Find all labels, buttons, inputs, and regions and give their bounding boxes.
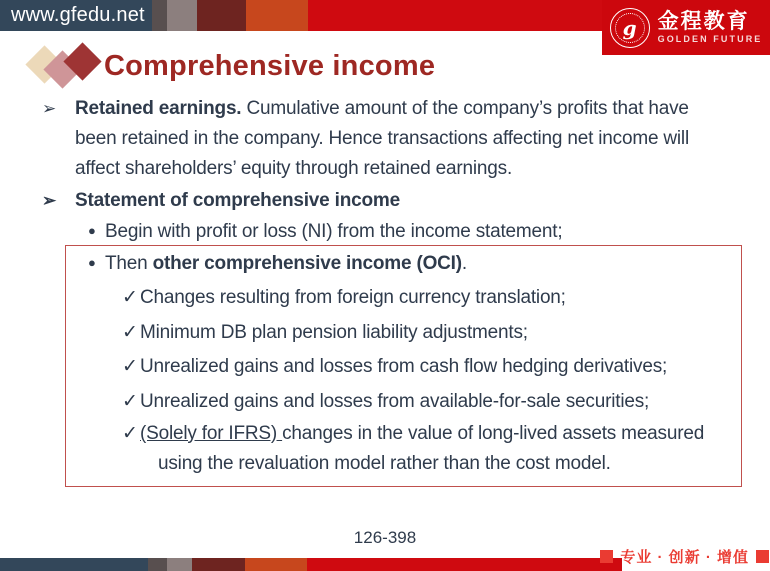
arrow-bullet-icon: ➢	[42, 99, 57, 118]
statement-heading: Statement of comprehensive income	[75, 190, 400, 211]
logo-seal-icon	[610, 8, 650, 48]
oci-item-afs-securities	[122, 387, 649, 417]
bottombar-segment-maroon	[192, 558, 245, 571]
slogan-square-icon	[756, 550, 769, 563]
bottombar-segment-navy	[0, 558, 148, 571]
bullet-retained-earnings	[42, 94, 692, 184]
page-number: 126-398	[353, 528, 417, 547]
bottombar-segment-orange	[245, 558, 307, 571]
then-text: Then	[105, 253, 153, 274]
dot-bullet-icon: ●	[88, 223, 96, 238]
oci-item-pension-liability	[122, 318, 528, 348]
retained-earnings-text: Cumulative amount of the company’s profits that have been retained in the company. Hence transactions affecting net income will affect shareholders’ equity through retained earnings.	[75, 98, 689, 179]
slogan-text: 专业 · 创新 · 增值	[620, 549, 749, 566]
slogan	[600, 546, 769, 567]
banner-segment-maroon	[197, 0, 246, 31]
check-icon: ✓	[122, 423, 138, 444]
oci-item-currency-translation	[122, 283, 566, 313]
diamond-decoration-icon	[28, 40, 104, 92]
subbullet-then-oci	[88, 248, 467, 279]
slide-title: Comprehensive income	[104, 49, 436, 82]
oci-item-text: Unrealized gains and losses from cash flow hedging derivatives;	[140, 356, 668, 377]
oci-item-text: Minimum DB plan pension liability adjustments;	[140, 322, 528, 343]
banner-segment-orange	[246, 0, 308, 31]
ifrs-underlined-text: (Solely for IFRS)	[140, 423, 283, 444]
logo-name-chinese: 金程教育	[657, 9, 750, 33]
ifrs-rest-text: changes in the value of long-lived assets measured using the revaluation model rather than the cost model.	[158, 423, 705, 474]
check-icon: ✓	[122, 322, 138, 343]
oci-bold-text: other comprehensive income (OCI)	[152, 253, 462, 274]
title-bar	[28, 40, 435, 92]
banner-segment-gray-dark	[152, 0, 167, 31]
arrow-bullet-icon: ➢	[42, 191, 57, 210]
oci-item-ifrs-revaluation	[122, 419, 722, 479]
oci-period: .	[461, 253, 467, 274]
banner-segment-gray	[167, 0, 197, 31]
retained-earnings-lead: Retained earnings.	[75, 98, 242, 119]
subbullet-begin-ni	[88, 216, 562, 247]
bottombar-segment-gray-dark	[148, 558, 167, 571]
begin-ni-text: Begin with profit or loss (NI) from the income statement;	[105, 221, 563, 242]
oci-item-text: Changes resulting from foreign currency translation;	[140, 287, 566, 308]
logo-name-english: GOLDEN FUTURE	[657, 33, 763, 44]
check-icon: ✓	[122, 287, 138, 308]
bullet-statement-oci	[42, 186, 400, 216]
check-icon: ✓	[122, 356, 138, 377]
dot-bullet-icon: ●	[88, 255, 96, 270]
slogan-square-icon	[600, 550, 613, 563]
logo-seal-glyph: g	[615, 13, 645, 43]
oci-item-text: Unrealized gains and losses from available-for-sale securities;	[140, 391, 650, 412]
logo-text	[658, 11, 763, 44]
bottombar-segment-red	[307, 558, 622, 571]
oci-item-cashflow-hedging	[122, 352, 667, 382]
website-url: www.gfedu.net	[0, 0, 152, 31]
check-icon: ✓	[122, 391, 138, 412]
bottombar-segment-gray	[167, 558, 192, 571]
company-logo	[602, 0, 770, 55]
